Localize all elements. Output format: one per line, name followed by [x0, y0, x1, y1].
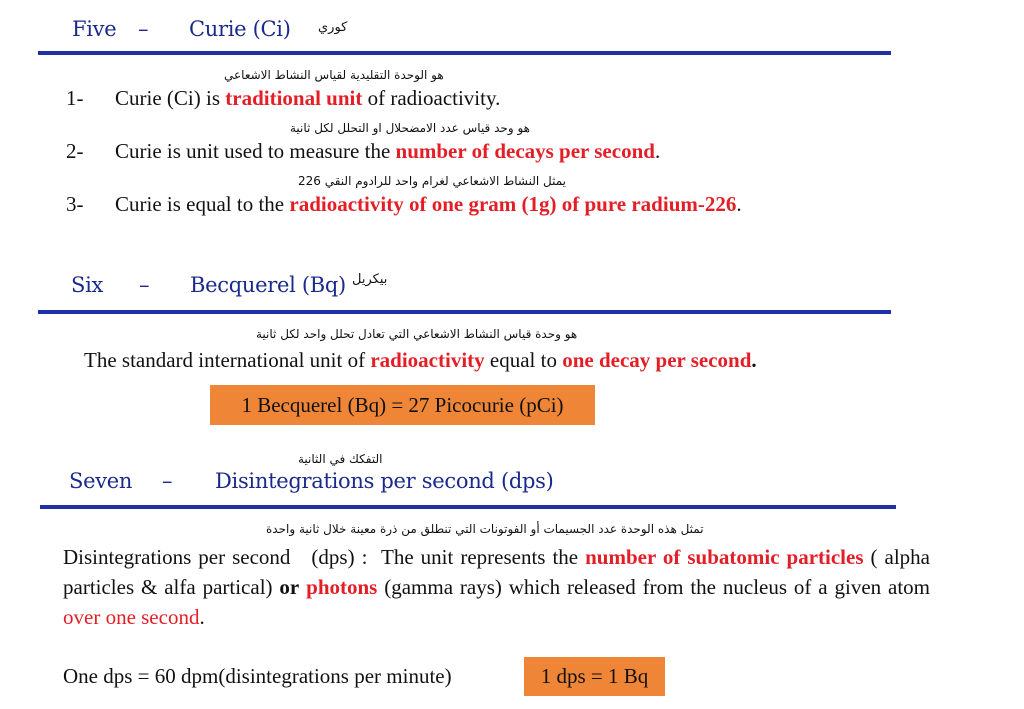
dpm-line: One dps = 60 dpm(disintegrations per minute)	[63, 664, 452, 688]
section-five-label: Five	[72, 17, 117, 41]
six-def-pre: The standard international unit of	[84, 348, 371, 372]
section-six-arabic-def: هو وحدة قياس النشاط الاشعاعي التي تعادل تحلل واحد لكل ثانية	[256, 327, 578, 341]
section-six-dash: –	[139, 273, 150, 297]
section-seven-title: Disintegrations per second (dps)	[215, 469, 554, 493]
item-2-text	[115, 139, 660, 164]
six-def-mid: equal to	[484, 348, 563, 372]
dps-conversion-box: 1 dps = 1 Bq	[524, 657, 665, 696]
dps-p-pre: Disintegrations per second (dps) : The unit represents the	[63, 545, 586, 569]
item-1-post: of radioactivity.	[362, 86, 501, 110]
section-six-definition	[84, 348, 757, 373]
item-1-number: 1-	[66, 86, 84, 110]
section-six-rule	[38, 310, 891, 314]
dps-p-hl3: over one second	[63, 605, 200, 629]
dps-p-mid1: ( alpha particles & alfa partical)	[63, 545, 930, 599]
section-seven-dash: –	[162, 469, 173, 493]
section-six-label: Six	[71, 273, 104, 297]
item-1-highlight: traditional unit	[225, 86, 363, 110]
section-seven-label: Seven	[69, 469, 133, 493]
dps-p-or: or	[279, 575, 300, 599]
item-3-highlight: radioactivity of one gram (1g) of pure radium-226	[289, 192, 737, 216]
dps-paragraph	[63, 542, 930, 632]
six-def-post: .	[751, 348, 757, 372]
section-seven-rule	[40, 505, 896, 509]
section-five-dash: –	[138, 17, 149, 41]
section-seven-arabic-def: تمثل هذه الوحدة عدد الجسيمات أو الفوتونات التي تنطلق من ذرة معينة خلال ثانية واحدة	[266, 522, 704, 536]
dps-p-hl1: number of subatomic particles	[585, 545, 864, 569]
item-1-pre: Curie (Ci) is	[115, 86, 226, 110]
six-def-hl1: radioactivity	[370, 348, 485, 372]
item-2-highlight: number of decays per second	[395, 139, 655, 163]
section-five-title: Curie (Ci)	[189, 17, 291, 41]
item-3-text	[115, 192, 742, 217]
item-1-arabic: هو الوحدة التقليدية لقياس النشاط الاشعاعي	[224, 68, 444, 82]
item-2-pre: Curie is unit used to measure the	[115, 139, 396, 163]
item-3-number: 3-	[66, 192, 84, 216]
section-six-arabic-title: بيكريل	[352, 272, 388, 287]
dps-p-post: .	[199, 605, 205, 629]
becquerel-conversion-box: 1 Becquerel (Bq) = 27 Picocurie (pCi)	[210, 385, 595, 425]
section-seven-arabic-title: التفكك في الثانية	[298, 452, 383, 466]
item-1-text	[115, 86, 500, 111]
section-five-rule	[38, 51, 891, 55]
dps-p-mid2: (gamma rays) which released from the nucleus of a given atom	[377, 575, 931, 599]
section-five-arabic-title: كوري	[318, 20, 348, 35]
item-2-number: 2-	[66, 139, 84, 163]
six-def-hl2: one decay per second	[562, 348, 752, 372]
dps-p-hl2: photons	[306, 575, 378, 599]
section-six-title: Becquerel (Bq)	[190, 273, 346, 297]
item-3-arabic: يمثل النشاط الاشعاعي لغرام واحد للرادوم النقي 226	[298, 174, 567, 188]
item-3-post: .	[736, 192, 742, 216]
item-2-arabic: هو وحد قياس عدد الامضحلال او التحلل لكل ثانية	[290, 121, 530, 135]
item-2-post: .	[654, 139, 661, 163]
item-3-pre: Curie is equal to the	[115, 192, 290, 216]
